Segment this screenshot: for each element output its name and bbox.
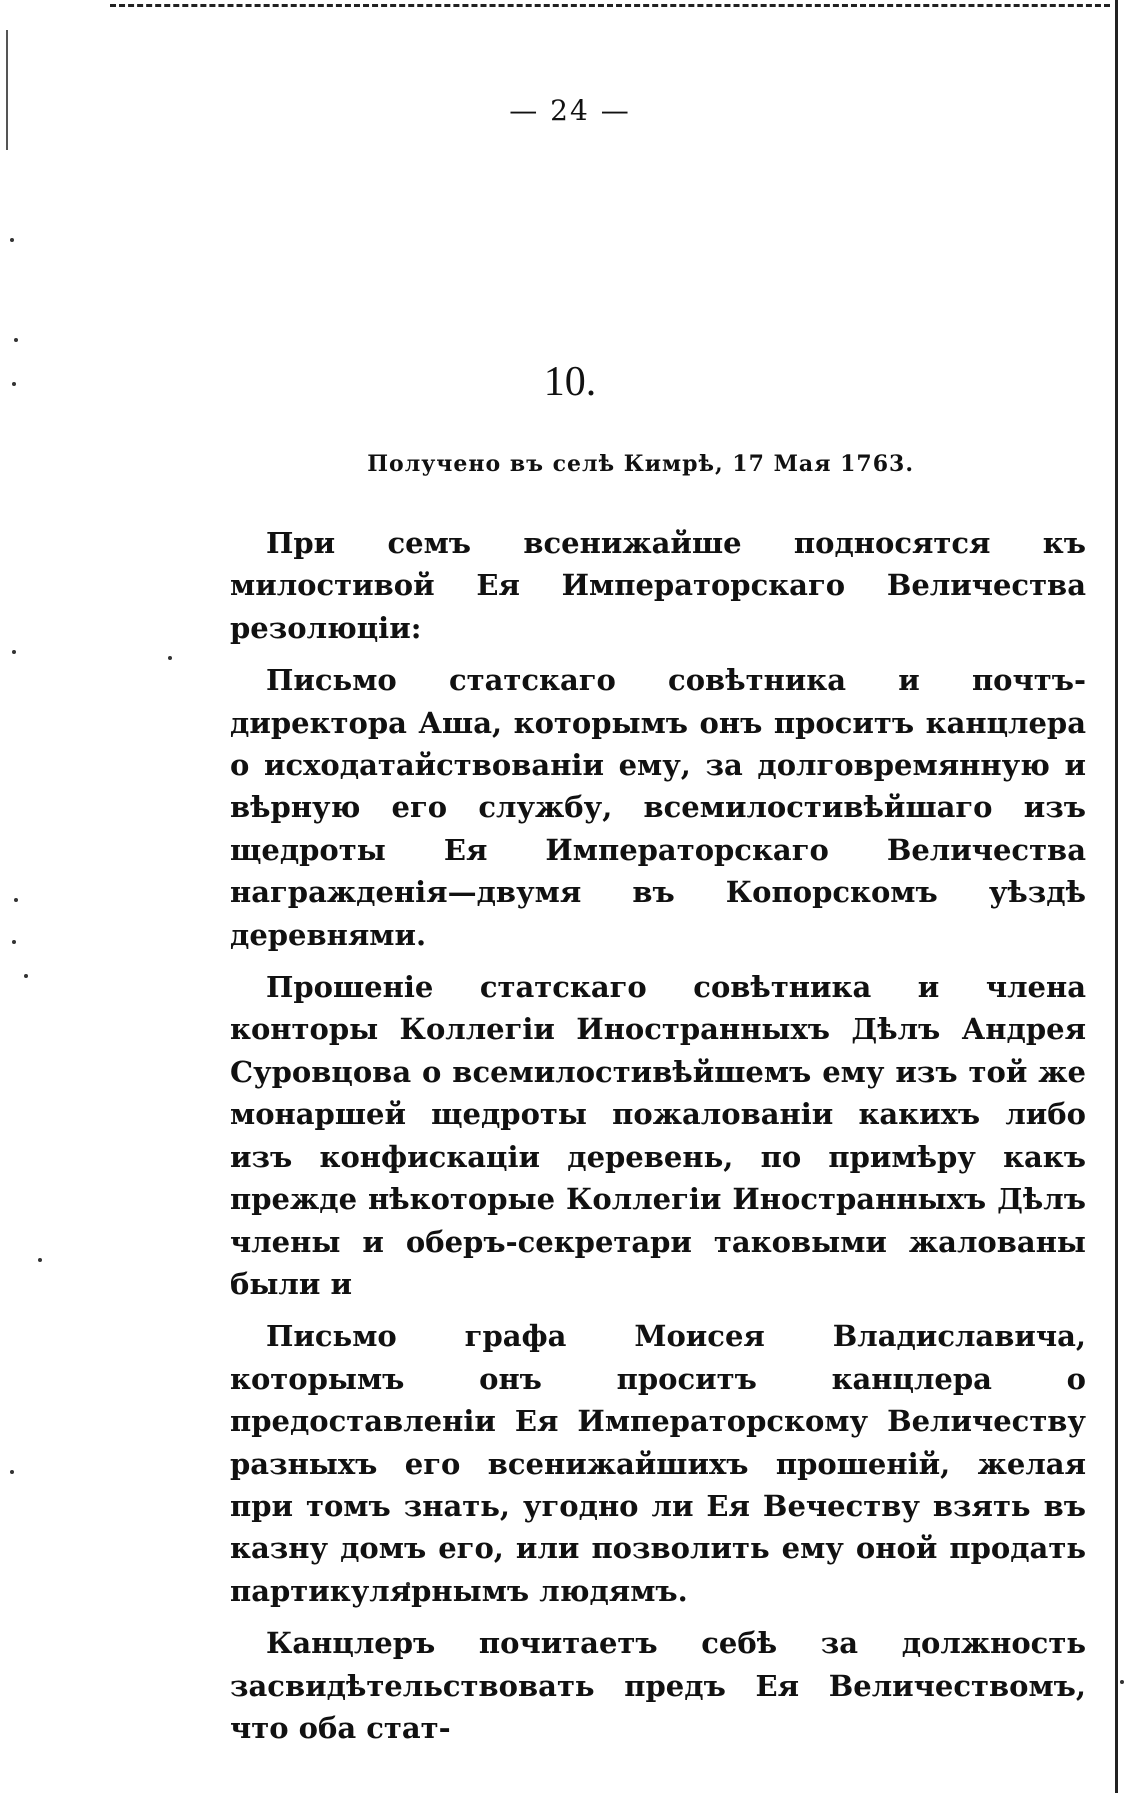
- paragraph: При семъ всенижайше подносятся къ милостивой Ея Императорскаго Величества резолюціи:: [230, 526, 1086, 645]
- scan-speck: [12, 650, 16, 654]
- body-text: [230, 522, 1086, 1759]
- scan-left-edge: [6, 30, 8, 150]
- scan-right-edge: [1115, 0, 1118, 1793]
- scan-speck: [14, 338, 18, 342]
- scan-speck: [14, 898, 18, 902]
- paragraph: Письмо статскаго совѣтника и почтъ-директора Аша, которымъ онъ проситъ канцлера о исходатайствованіи ему, за долговремянную и вѣрную его службу, всемилостивѣйшаго изъ щедроты Ея Императорскаго Величества награжденія—двумя въ Копорскомъ уѣздѣ деревнями.: [230, 663, 1086, 952]
- scan-speck: [10, 1470, 14, 1474]
- received-note: Получено въ селѣ Кимрѣ, 17 Мая 1763.: [367, 451, 914, 477]
- paragraph: Прошеніе статскаго совѣтника и члена конторы Коллегіи Иностранныхъ Дѣлъ Андрея Суровцова о всемилостивѣйшемъ ему изъ той же монаршей щедроты пожалованіи какихъ либо изъ конфискаціи деревень, по примѣру какъ прежде нѣкоторые Коллегіи Иностранныхъ Дѣлъ члены и оберъ-секретари таковыми жалованы были и: [230, 970, 1086, 1301]
- scan-speck: [24, 974, 28, 978]
- scan-speck: [168, 656, 172, 660]
- scan-top-edge: [110, 4, 1110, 7]
- scan-speck: [38, 1258, 42, 1262]
- section-number: 10.: [543, 359, 597, 405]
- scan-speck: [12, 940, 16, 944]
- scan-speck: [10, 238, 14, 242]
- paragraph: Письмо графа Моисея Владиславича, которымъ онъ проситъ канцлера о предоставленіи Ея Императорскому Величеству разныхъ его всенижайшихъ прошеній, желая при томъ знать, угодно ли Ея Вечеству взять въ казну домъ его, или позволить ему оной продать партикулярнымъ людямъ.: [230, 1319, 1086, 1608]
- page-number: — 24 —: [509, 94, 631, 127]
- paragraph: Канцлеръ почитаетъ себѣ за должность засвидѣтельствовать предъ Ея Величествомъ, что оба стат-: [230, 1626, 1086, 1745]
- scan-speck: [1120, 1680, 1124, 1684]
